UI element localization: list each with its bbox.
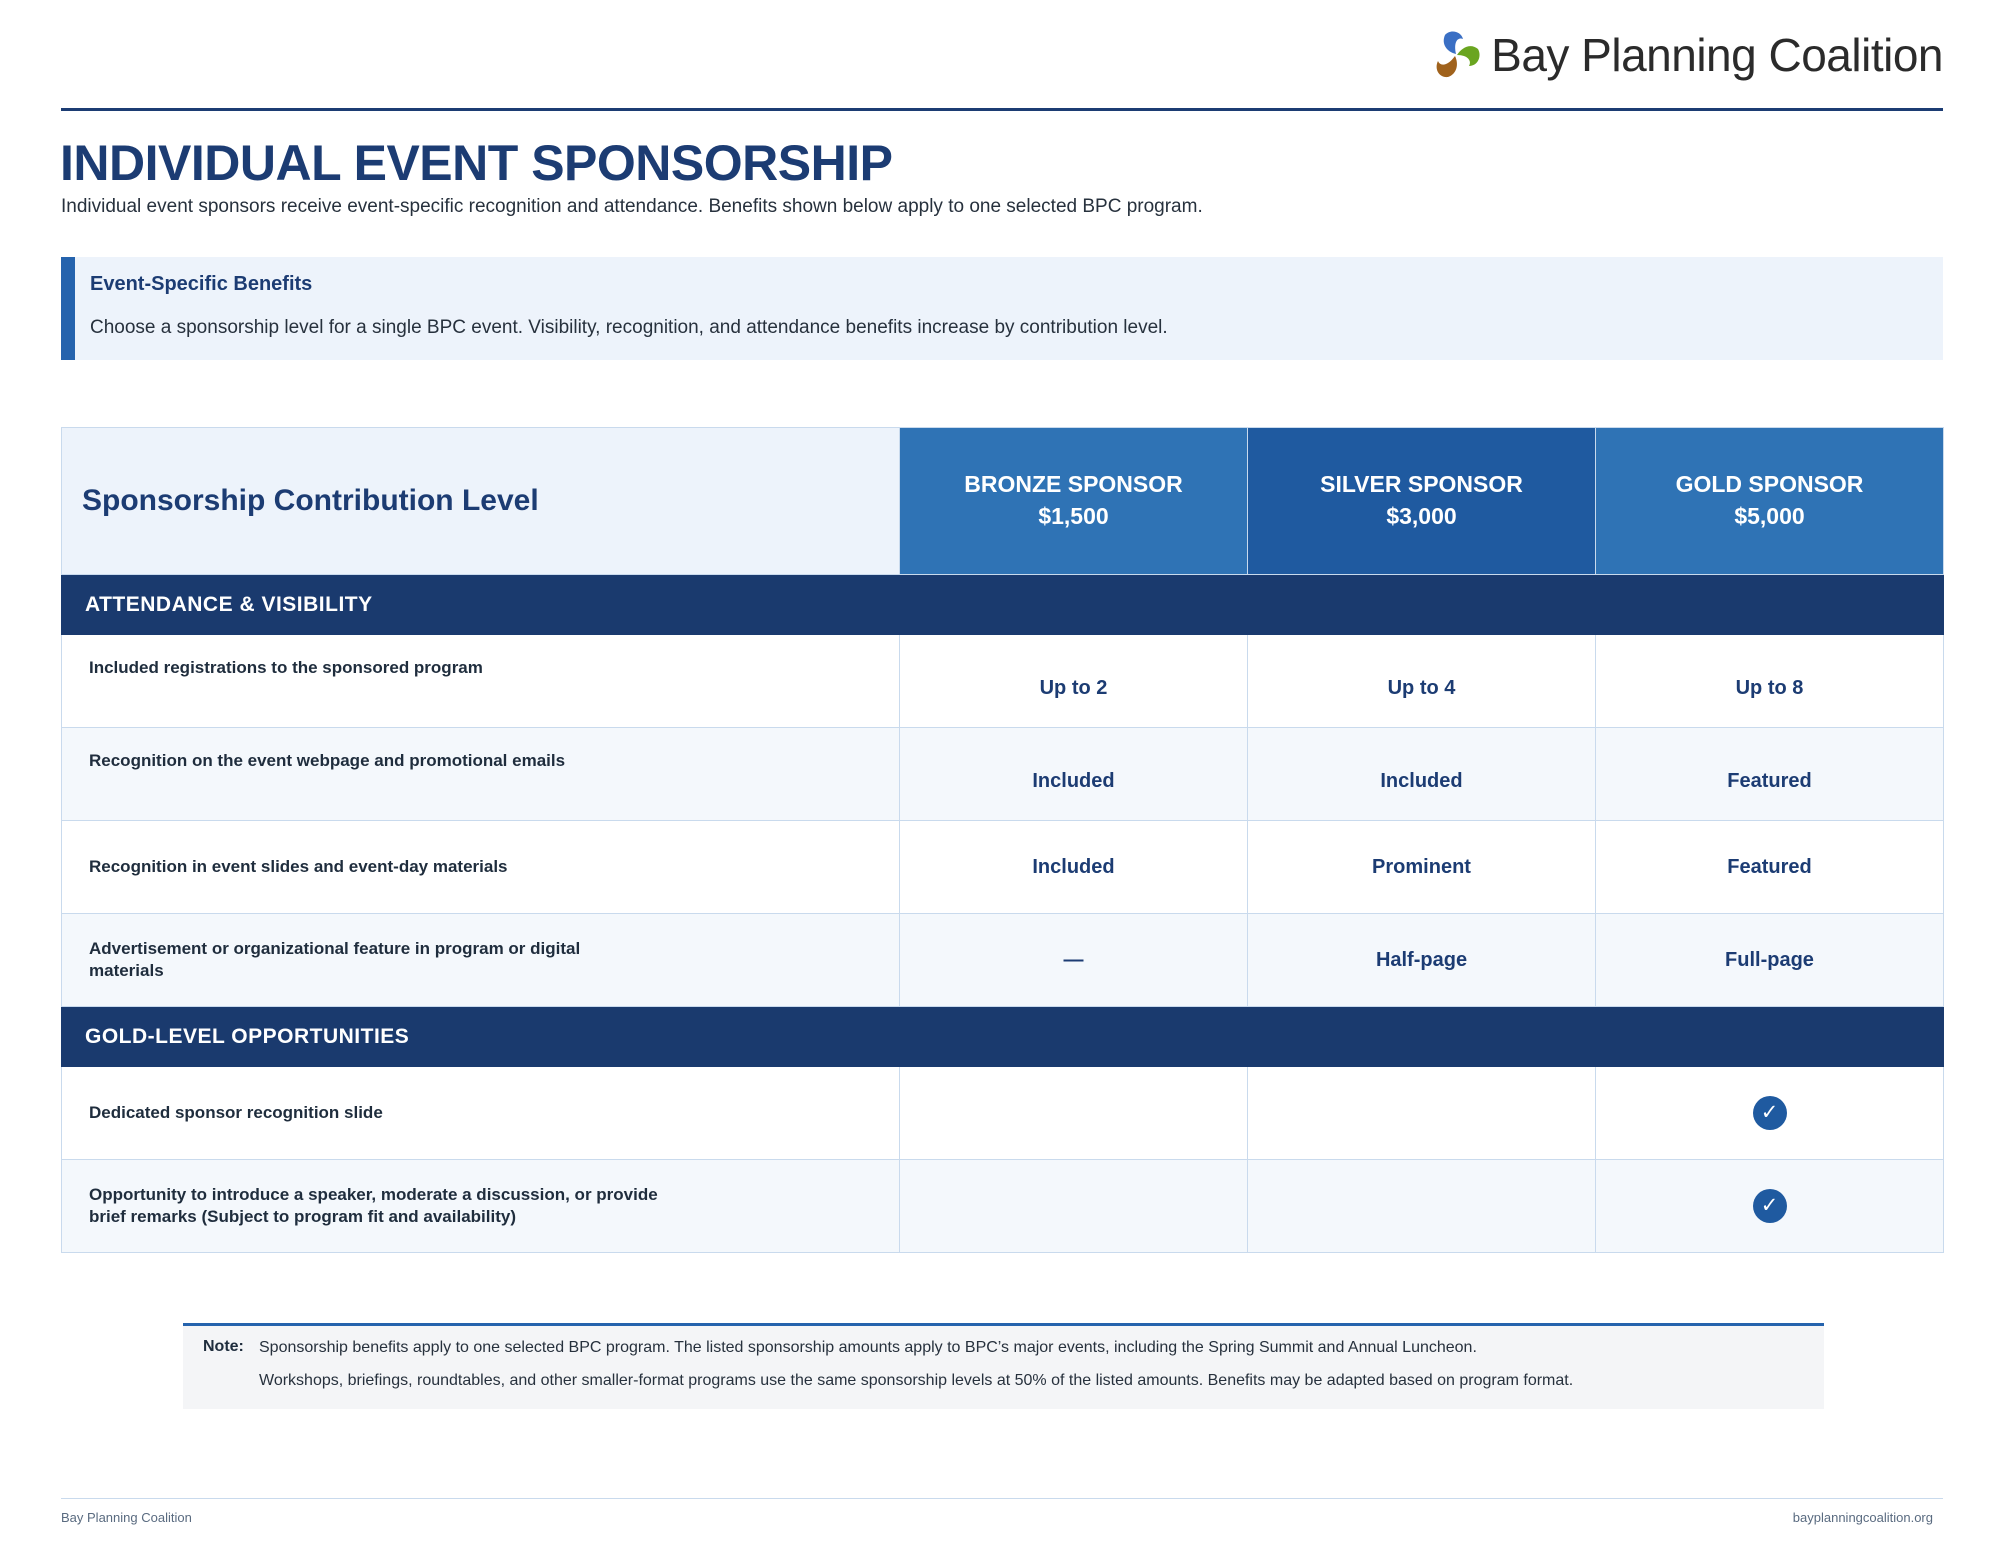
- callout-title: Event-Specific Benefits: [90, 273, 313, 295]
- gold-value: Full-page: [1596, 914, 1944, 1007]
- gold-value: [1596, 1160, 1944, 1253]
- silver-value: Included: [1248, 728, 1596, 821]
- tier-name: GOLD SPONSOR: [1675, 471, 1864, 497]
- row-label: [62, 1160, 900, 1253]
- tier-bronze-header: [900, 428, 1248, 575]
- row-label: [62, 1067, 900, 1160]
- table-row: [62, 821, 1944, 914]
- silver-value: Prominent: [1248, 821, 1596, 914]
- table-header-row: [62, 428, 1944, 575]
- silver-value: [1248, 1067, 1596, 1160]
- silver-value: Half-page: [1248, 914, 1596, 1007]
- section-title: ATTENDANCE & VISIBILITY: [62, 575, 1944, 635]
- bronze-value: —: [900, 914, 1248, 1007]
- row-label: [62, 821, 900, 914]
- silver-value: [1248, 1160, 1596, 1253]
- footer-website: bayplanningcoalition.org: [1792, 1510, 1933, 1525]
- tier-name: BRONZE SPONSOR: [964, 471, 1183, 497]
- gold-value: Up to 8: [1596, 635, 1944, 728]
- row-label-text: Recognition on the event webpage and promotional emails: [89, 751, 566, 770]
- table-row: [62, 635, 1944, 728]
- table-row: [62, 914, 1944, 1007]
- row-label-text: Included registrations to the sponsored program: [89, 658, 483, 677]
- tier-name: SILVER SPONSOR: [1320, 471, 1523, 497]
- table-row: [62, 1067, 1944, 1160]
- contribution-level-heading: Sponsorship Contribution Level: [62, 428, 900, 575]
- brand-logo: [1429, 28, 1943, 82]
- sponsorship-table: [61, 427, 1944, 1253]
- table-row: [62, 728, 1944, 821]
- brand-name: Bay Planning Coalition: [1491, 29, 1943, 81]
- bronze-value: [900, 1067, 1248, 1160]
- page-title: INDIVIDUAL EVENT SPONSORSHIP: [60, 135, 893, 191]
- footer-org-name: Bay Planning Coalition: [61, 1510, 192, 1525]
- silver-value: Up to 4: [1248, 635, 1596, 728]
- row-label-text: Recognition in event slides and event-day materials: [89, 857, 508, 876]
- note-box: [183, 1323, 1824, 1409]
- bay-planning-coalition-logo-icon: [1429, 28, 1483, 82]
- note-label: Note:: [203, 1338, 244, 1355]
- gold-value: Featured: [1596, 821, 1944, 914]
- note-text-line2: Workshops, briefings, roundtables, and other smaller-format programs use the same sponsorship levels at 50% of the listed amounts. Benefits may be adapted based on program format.: [259, 1372, 1574, 1389]
- footer-rule: [61, 1498, 1943, 1499]
- tier-price: $1,500: [1038, 503, 1109, 529]
- bronze-value: Included: [900, 821, 1248, 914]
- section-header-attendance: [62, 575, 1944, 635]
- row-label: [62, 635, 900, 728]
- bronze-value: Included: [900, 728, 1248, 821]
- tier-silver-header: [1248, 428, 1596, 575]
- row-label: [62, 914, 900, 1007]
- tier-price: $3,000: [1386, 503, 1457, 529]
- header-rule: [61, 108, 1943, 111]
- tier-price: $5,000: [1734, 503, 1805, 529]
- row-label-text: Opportunity to introduce a speaker, moderate a discussion, or provide brief remarks (Subject to program fit and availability): [89, 1185, 658, 1226]
- gold-value: Featured: [1596, 728, 1944, 821]
- row-label: [62, 728, 900, 821]
- intro-text: Individual event sponsors receive event-specific recognition and attendance. Benefits shown below apply to one selected BPC program.: [61, 196, 1203, 217]
- callout-text: Choose a sponsorship level for a single BPC event. Visibility, recognition, and attendance benefits increase by contribution level.: [90, 317, 1168, 338]
- bronze-value: Up to 2: [900, 635, 1248, 728]
- table-row: [62, 1160, 1944, 1253]
- gold-value: [1596, 1067, 1944, 1160]
- benefits-callout: [61, 257, 1943, 360]
- section-title: GOLD-LEVEL OPPORTUNITIES: [62, 1007, 1944, 1067]
- row-label-text: Dedicated sponsor recognition slide: [89, 1103, 383, 1122]
- section-header-gold: [62, 1007, 1944, 1067]
- check-circle-icon: ✓: [1753, 1189, 1787, 1223]
- tier-gold-header: [1596, 428, 1944, 575]
- bronze-value: [900, 1160, 1248, 1253]
- row-label-text: Advertisement or organizational feature in program or digital materials: [89, 939, 581, 980]
- check-circle-icon: ✓: [1753, 1096, 1787, 1130]
- note-text-line1: Sponsorship benefits apply to one selected BPC program. The listed sponsorship amounts apply to BPC’s major events, including the Spring Summit and Annual Luncheon.: [259, 1339, 1477, 1356]
